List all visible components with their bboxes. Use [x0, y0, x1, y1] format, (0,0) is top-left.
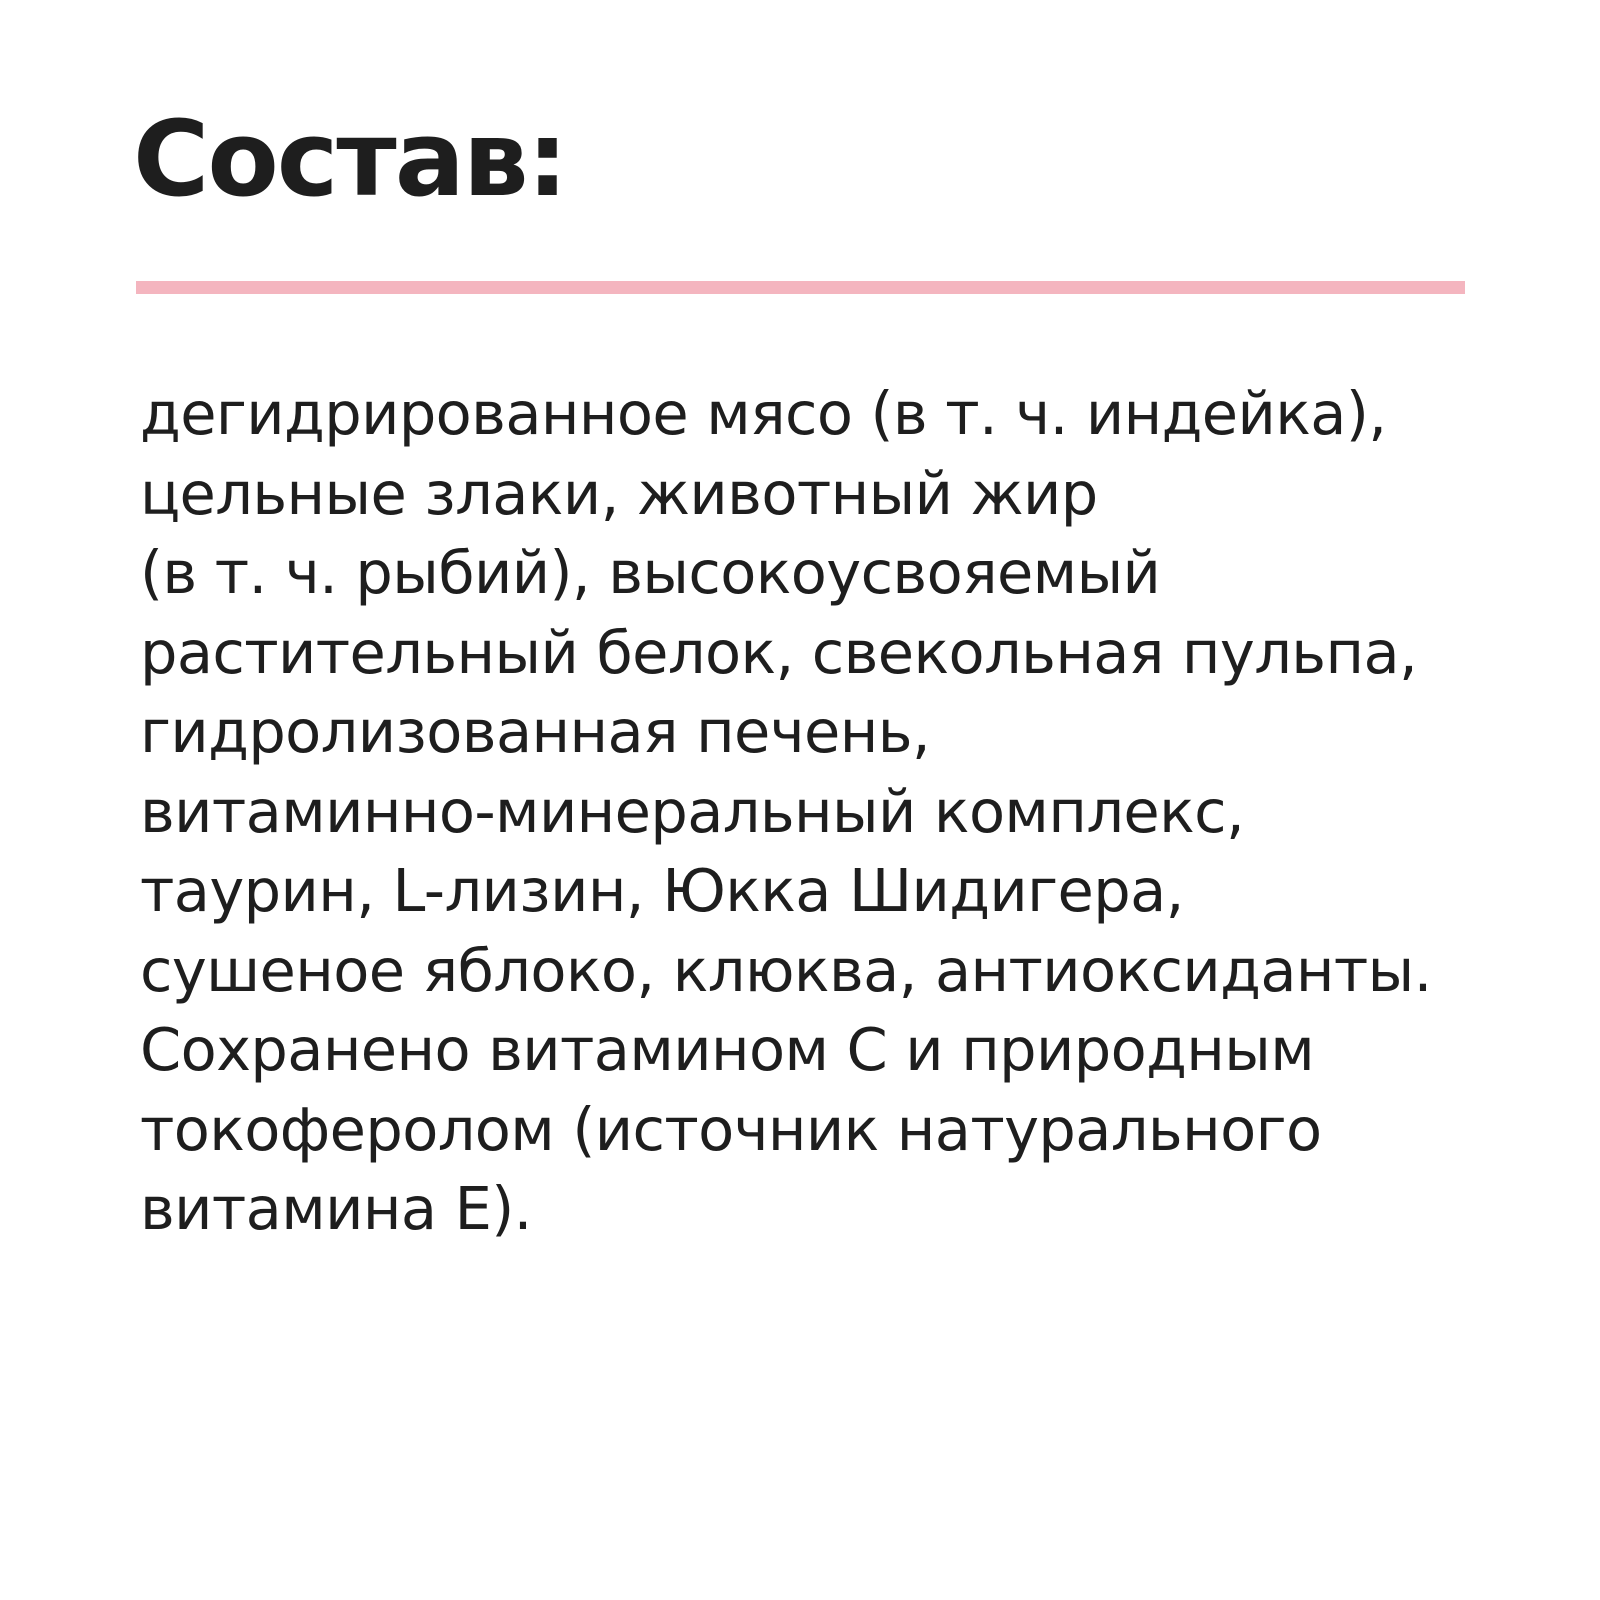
composition-heading: Состав:	[133, 98, 567, 220]
ingredients-line: дегидрированное мясо (в т. ч. индейка),	[140, 379, 1387, 448]
ingredients-line: витамина Е).	[140, 1174, 532, 1243]
ingredients-line: токоферолом (источник натурального	[140, 1094, 1322, 1164]
ingredients-line: цельные злаки, животный жир	[140, 458, 1098, 528]
ingredients-line: витаминно-минеральный комплекс,	[140, 776, 1245, 846]
heading-divider	[136, 281, 1465, 294]
ingredients-line: гидролизованная печень,	[140, 697, 931, 766]
ingredients-line: растительный белок, свекольная пульпа,	[140, 617, 1418, 687]
ingredients-line: сушеное яблоко, клюква, антиоксиданты.	[140, 935, 1432, 1005]
ingredients-line: (в т. ч. рыбий), высокоусвояемый	[140, 538, 1161, 607]
ingredients-line: таурин, L-лизин, Юкка Шидигера,	[140, 856, 1184, 925]
ingredients-text	[140, 374, 1580, 1249]
ingredients-line: Сохранено витамином С и природным	[140, 1015, 1315, 1084]
